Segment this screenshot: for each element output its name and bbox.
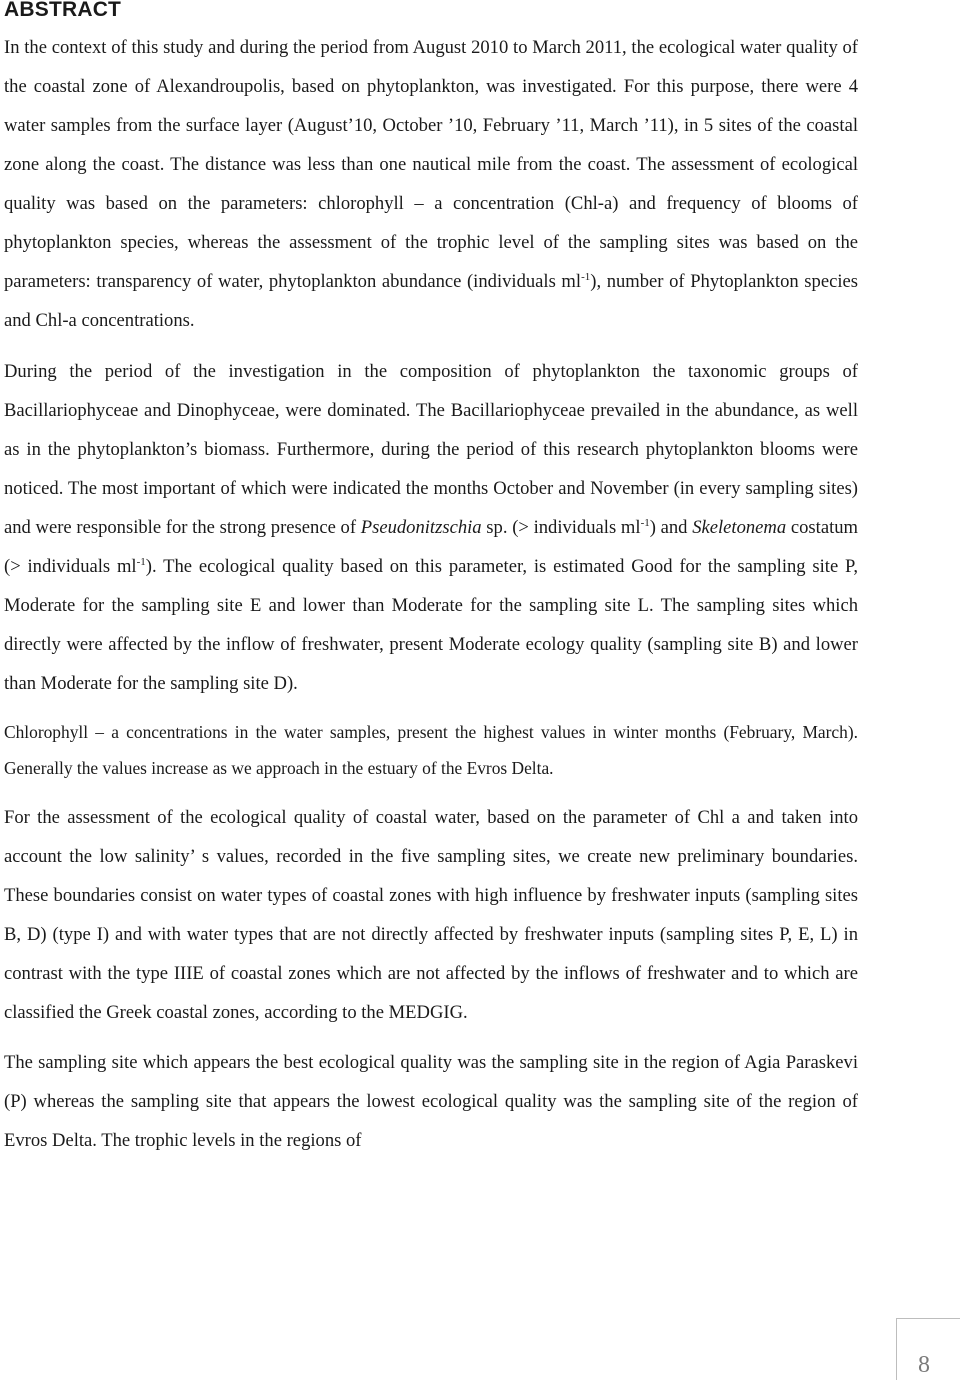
p2-superscript-2: -1 — [136, 556, 146, 568]
document-page — [4, 0, 858, 1160]
p1-superscript: -1 — [581, 271, 591, 283]
abstract-paragraph-5: The sampling site which appears the best ecological quality was the sampling site in the region of Agia Paraskevi (P) whereas the sampling site that appears the lowest ecological quality was the sampling site of the region of Evros Delta. The trophic levels in the regions of — [4, 1052, 858, 1151]
p2-text-d: costatum (> individuals ml — [4, 517, 859, 577]
p2-text-a: During the period of the investigation in the composition of phytoplankton the taxonomic groups of Bacillariophyceae and Dinophyceae, were dominated. The Bacillariophyceae prevailed in the abundance, as well as in the phytoplankton’s biomass. Furthermore, during the period of this research phytoplankton blooms were noticed. The most important of which were indicated the months October and November (in every sampling sites) and were responsible for the strong presence of — [4, 361, 858, 538]
p1-text-a: In the context of this study and during the period from August 2010 to March 2011, the ecological water quality of the coastal zone of Alexandroupolis, based on phytoplankton, was investigated. For this purpose, there were 4 water samples from the surface layer (August’10, October ’10, February ’11, March ’11), in 5 sites of the coastal zone along the coast. The distance was less than one nautical mile from the coast. The assessment of ecological quality was based on the parameters: chlorophyll – a concentration (Chl-a) and frequency of blooms of phytoplankton species, whereas the assessment of the trophic level of the sampling sites was based on the parameters: transparency of water, phytoplankton abundance (individuals ml — [4, 37, 858, 292]
p2-text-c: ) and — [649, 517, 693, 538]
abstract-paragraph-4: For the assessment of the ecological quality of coastal water, based on the parameter of Chl a and taken into account the low salinity’ s values, recorded in the five sampling sites, we create new preliminary boundaries. These boundaries consist on water types of coastal zones with high influence by freshwater inputs (sampling sites B, D) (type I) and with water types that are not directly affected by freshwater inputs (sampling sites P, E, L) in contrast with the type IIIE of coastal zones which are not affected by the inflows of freshwater and to which are classified the Greek coastal zones, according to the MEDGIG. — [4, 807, 858, 1023]
p2-superscript-1: -1 — [640, 517, 650, 529]
page-number: 8 — [918, 1352, 930, 1378]
abstract-paragraph-3: Chlorophyll – a concentrations in the water samples, present the highest values in winter months (February, March). Generally the values increase as we approach in the estuary of the Evros Delta. — [4, 722, 858, 778]
p2-text-b: sp. (> individuals ml — [481, 517, 641, 538]
page-number-divider — [896, 1318, 897, 1380]
abstract-paragraph-1 — [4, 28, 858, 340]
p2-species-pseudonitzschia: Pseudonitzschia — [360, 517, 482, 538]
p1-text-b: ), number of Phytoplankton species and Chl-a concentrations. — [4, 271, 858, 331]
abstract-heading: ABSTRACT — [4, 0, 122, 21]
p2-text-e: ). The ecological quality based on this parameter, is estimated Good for the sampling site P, Moderate for the sampling site E and lower than Moderate for the sampling site L. The sampling sites which directly were affected by the inflow of freshwater, present Moderate ecology quality (sampling site B) and lower than Moderate for the sampling site D). — [4, 556, 858, 694]
page-number-divider-top — [896, 1318, 960, 1319]
abstract-paragraph-2 — [4, 352, 858, 703]
p2-species-skeletonema: Skeletonema — [692, 517, 787, 538]
